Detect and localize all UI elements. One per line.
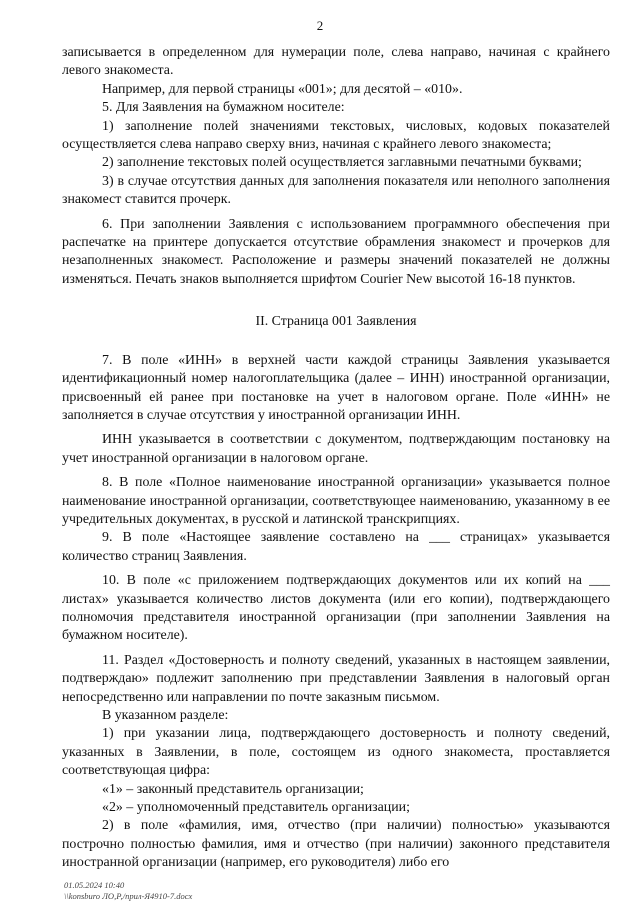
paragraph: 7. В поле «ИНН» в верхней части каждой страницы Заявления указывается идентификационный номер налогоплательщика (далее – ИНН) иностранной организации, присвоенный ей ранее при постановке на учет в налоговом органе. Поле «ИНН» не заполняется в случае отсутствия у иностранной организации ИНН.: [62, 352, 610, 423]
paragraph: записывается в определенном для нумерации поле, слева направо, начиная с крайнего левого знакоместа.: [62, 45, 610, 79]
paragraph: ИНН указывается в соответствии с документом, подтверждающим постановку на учет иностранной организации в налоговом органе.: [62, 432, 610, 466]
paragraph: 8. В поле «Полное наименование иностранной организации» указывается полное наименование иностранной организации, соответствующее наименованию, указанному в ее учредительных документах, в русской и латинской транскрипциях.: [62, 475, 610, 527]
paragraph: 6. При заполнении Заявления с использованием программного обеспечения при распечатке на принтере допускается отсутствие обрамления знакомест и прочерков для незаполненных знакомест. Расположение и размеры значений показателей не должны изменяться. Печать знаков выполняется шрифтом Courier New высотой 16-18 пунктов.: [62, 216, 610, 287]
section-heading: II. Страница 001 Заявления: [255, 314, 417, 330]
footer-file-path: \\konsburo ЛО,Р,/прил-Я4910-7.docx: [64, 891, 193, 901]
paragraph: 1) при указании лица, подтверждающего достоверность и полноту сведений, указанных в Заявлении, в поле, состоящем из одного знакоместа, проставляется соответствующая цифра:: [62, 726, 610, 779]
paragraph: 1) заполнение полей значениями текстовых, числовых, кодовых показателей осуществляется слева направо сверху вниз, начиная с крайнего левого знакоместа;: [62, 118, 610, 153]
paragraph: Например, для первой страницы «001»; для десятой – «010».: [102, 81, 463, 97]
list-item: «2» – уполномоченный представитель организации;: [102, 800, 410, 816]
paragraph: 5. Для Заявления на бумажном носителе:: [102, 100, 345, 116]
paragraph: 9. В поле «Настоящее заявление составлено на ___ страницах» указывается количество страниц Заявления.: [62, 530, 610, 564]
paragraph: 2) заполнение текстовых полей осуществляется заглавными печатными буквами;: [102, 155, 582, 171]
footer-timestamp: 01.05.2024 10:40: [64, 880, 125, 890]
paragraph: 10. В поле «с приложением подтверждающих документов или их копий на ___ листах» указывается количество листов документа (или его копии), подтверждающего полномочия представителя иностранной организации (при заполнении Заявления на бумажном носителе).: [62, 573, 610, 644]
page-number: 2: [316, 18, 324, 33]
file-footer: [64, 880, 192, 902]
paragraph: 2) в поле «фамилия, имя, отчество (при наличии) полностью» указываются построчно полностью фамилия, имя и отчество (при наличии) законного представителя иностранной организации (например, его руководителя) либо его: [62, 818, 610, 871]
paragraph: 11. Раздел «Достоверность и полноту сведений, указанных в настоящем заявлении, подтверждаю» подлежит заполнению при представлении Заявления в налоговый орган непосредственно или направлении по почте заказным письмом.: [62, 652, 610, 705]
list-item: «1» – законный представитель организации;: [102, 781, 364, 797]
document-body: [62, 44, 610, 873]
paragraph: В указанном разделе:: [102, 708, 229, 723]
paragraph: 3) в случае отсутствия данных для заполнения показателя или неполного заполнения знакомест ставится прочерк.: [62, 173, 610, 208]
